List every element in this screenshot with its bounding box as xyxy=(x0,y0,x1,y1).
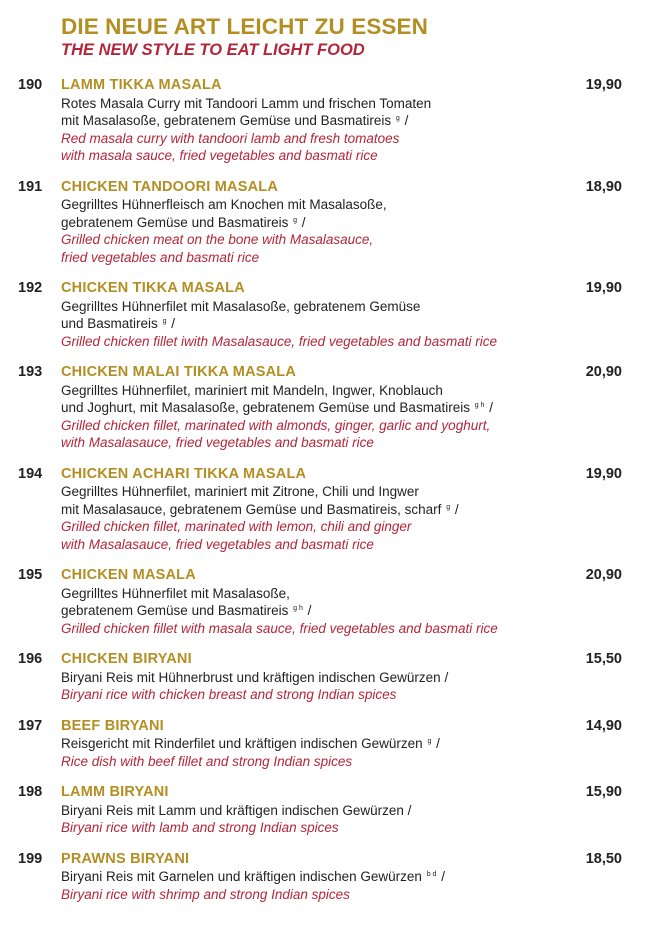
menu-item xyxy=(0,567,652,637)
description-de-line: Gegrilltes Hühnerfilet mit Masalasoße, xyxy=(61,585,290,601)
item-description-de xyxy=(61,669,562,687)
item-description-de xyxy=(61,735,562,753)
item-price: 14,90 xyxy=(585,717,622,734)
language-separator: / xyxy=(298,214,306,230)
menu-item xyxy=(0,364,652,452)
item-description-en xyxy=(61,753,562,771)
allergen-note: g h xyxy=(293,605,303,612)
item-number: 195 xyxy=(18,567,43,583)
item-price: 19,90 xyxy=(585,77,622,93)
item-name: LAMM BIRYANI xyxy=(61,784,169,800)
menu-header xyxy=(61,14,428,60)
description-de-line: Reisgericht mit Rinderfilet und kräftigen indischen Gewürzen xyxy=(61,736,423,751)
description-en-line: Grilled chicken fillet, marinated with lemon, chili and ginger xyxy=(61,519,412,534)
page-subtitle: THE NEW STYLE TO EAT LIGHT FOOD xyxy=(61,41,365,59)
item-description-en xyxy=(61,819,562,837)
description-de-line: gebratenem Gemüse und Basmatireis xyxy=(61,603,289,618)
description-en-line: Biryani rice with lamb and strong Indian spices xyxy=(61,820,339,835)
item-price: 18,90 xyxy=(585,178,622,195)
item-price: 19,90 xyxy=(585,280,622,296)
item-number: 191 xyxy=(18,178,43,195)
item-price: 15,90 xyxy=(585,784,622,800)
allergen-note: g h xyxy=(474,402,485,409)
item-description-de xyxy=(61,483,562,518)
item-number: 190 xyxy=(18,77,43,93)
description-de-line: Rotes Masala Curry mit Tandoori Lamm und frischen Tomaten xyxy=(61,95,432,111)
item-number: 194 xyxy=(18,465,43,482)
allergen-note: b d xyxy=(426,871,437,878)
item-description-en xyxy=(61,620,562,638)
menu-item xyxy=(0,718,652,771)
menu-item xyxy=(0,651,652,704)
description-de-line: und Basmatireis xyxy=(61,316,158,331)
description-de-line: Biryani Reis mit Garnelen und kräftigen indischen Gewürzen xyxy=(61,869,422,884)
language-separator: / xyxy=(440,669,449,685)
item-name: BEEF BIRYANI xyxy=(61,717,164,734)
description-de-line: Biryani Reis mit Hühnerbrust und kräftigen indischen Gewürzen xyxy=(61,669,441,685)
item-price: 18,50 xyxy=(585,850,622,867)
description-en-line: Biryani rice with shrimp and strong Indian spices xyxy=(61,886,350,902)
language-separator: / xyxy=(485,400,493,415)
item-description-de xyxy=(61,585,562,620)
item-description-de xyxy=(61,802,562,820)
description-de-line: und Joghurt, mit Masalasoße, gebratenem Gemüse und Basmatireis xyxy=(61,400,470,415)
allergen-note: g xyxy=(162,318,167,325)
item-price: 20,90 xyxy=(585,567,622,583)
item-description-de xyxy=(61,298,562,333)
item-price: 20,90 xyxy=(585,364,622,380)
description-en-line: with Masalasauce, fried vegetables and basmati rice xyxy=(61,536,374,552)
item-name: CHICKEN TIKKA MASALA xyxy=(61,280,245,296)
language-separator: / xyxy=(432,736,440,751)
description-de-line: Gegrilltes Hühnerfilet, mariniert mit Zitrone, Chili und Ingwer xyxy=(61,484,419,499)
allergen-note: g xyxy=(293,216,298,224)
item-description-de xyxy=(61,382,562,417)
description-en-line: Grilled chicken meat on the bone with Masalasauce, xyxy=(61,232,374,247)
item-number: 198 xyxy=(18,784,43,800)
item-description-en xyxy=(61,333,562,351)
description-en-line: Red masala curry with tandoori lamb and fresh tomatoes xyxy=(61,130,400,146)
item-number: 199 xyxy=(18,850,43,867)
menu-item xyxy=(0,280,652,350)
menu-item xyxy=(0,784,652,837)
item-name: CHICKEN MALAI TIKKA MASALA xyxy=(61,364,297,380)
item-description-en xyxy=(61,231,562,266)
description-de-line: mit Masalasauce, gebratenem Gemüse und Basmatireis, scharf xyxy=(61,501,442,517)
description-de-line: Gegrilltes Hühnerfleisch am Knochen mit Masalasoße, xyxy=(61,197,387,212)
item-price: 15,50 xyxy=(585,651,622,667)
page-title: DIE NEUE ART LEICHT ZU ESSEN xyxy=(61,14,428,39)
item-description-en xyxy=(61,686,562,704)
menu-item-list xyxy=(0,77,652,903)
allergen-note: g xyxy=(395,115,400,122)
item-name: CHICKEN ACHARI TIKKA MASALA xyxy=(61,465,307,482)
description-de-line: mit Masalasoße, gebratenem Gemüse und Basmatireis xyxy=(61,113,392,128)
language-separator: / xyxy=(451,501,459,517)
item-price: 19,90 xyxy=(585,465,622,482)
menu-item xyxy=(0,179,652,267)
description-en-line: Grilled chicken fillet with masala sauce, fried vegetables and basmati rice xyxy=(61,620,498,636)
language-separator: / xyxy=(400,113,409,128)
item-name: CHICKEN MASALA xyxy=(61,567,196,583)
item-description-de xyxy=(61,95,562,130)
description-en-line: Grilled chicken fillet iwith Masalasauce, fried vegetables and basmati rice xyxy=(61,333,497,349)
menu-item xyxy=(0,851,652,904)
menu-item xyxy=(0,77,652,165)
description-en-line: Rice dish with beef fillet and strong Indian spices xyxy=(61,753,353,769)
description-en-line: Grilled chicken fillet, marinated with almonds, ginger, garlic and yoghurt, xyxy=(61,417,491,433)
item-description-en xyxy=(61,417,562,452)
description-en-line: with Masalasauce, fried vegetables and basmati rice xyxy=(61,435,374,450)
description-de-line: Biryani Reis mit Lamm und kräftigen indischen Gewürzen xyxy=(61,802,404,818)
description-en-line: Biryani rice with chicken breast and strong Indian spices xyxy=(61,687,397,702)
item-description-en xyxy=(61,130,562,165)
item-description-en xyxy=(61,886,562,904)
description-de-line: Gegrilltes Hühnerfilet, mariniert mit Mandeln, Ingwer, Knoblauch xyxy=(61,382,443,398)
allergen-note: g xyxy=(427,738,432,745)
language-separator: / xyxy=(303,603,312,618)
item-name: CHICKEN TANDOORI MASALA xyxy=(61,178,278,195)
item-number: 193 xyxy=(18,364,43,380)
description-de-line: gebratenem Gemüse und Basmatireis xyxy=(61,214,289,230)
allergen-note: g xyxy=(446,503,451,511)
item-name: PRAWNS BIRYANI xyxy=(61,850,190,867)
description-en-line: with masala sauce, fried vegetables and basmati rice xyxy=(61,148,378,163)
item-number: 197 xyxy=(18,717,43,734)
description-de-line: Gegrilltes Hühnerfilet mit Masalasoße, gebratenem Gemüse xyxy=(61,298,421,314)
language-separator: / xyxy=(167,316,175,331)
language-separator: / xyxy=(403,802,412,818)
item-description-de xyxy=(61,868,562,886)
language-separator: / xyxy=(437,869,445,884)
item-number: 192 xyxy=(18,280,43,296)
item-name: CHICKEN BIRYANI xyxy=(61,651,192,667)
item-description-en xyxy=(61,518,562,553)
item-description-de xyxy=(61,196,562,231)
item-number: 196 xyxy=(18,651,43,667)
menu-item xyxy=(0,466,652,554)
description-en-line: fried vegetables and basmati rice xyxy=(61,249,260,265)
item-name: LAMM TIKKA MASALA xyxy=(61,77,222,93)
